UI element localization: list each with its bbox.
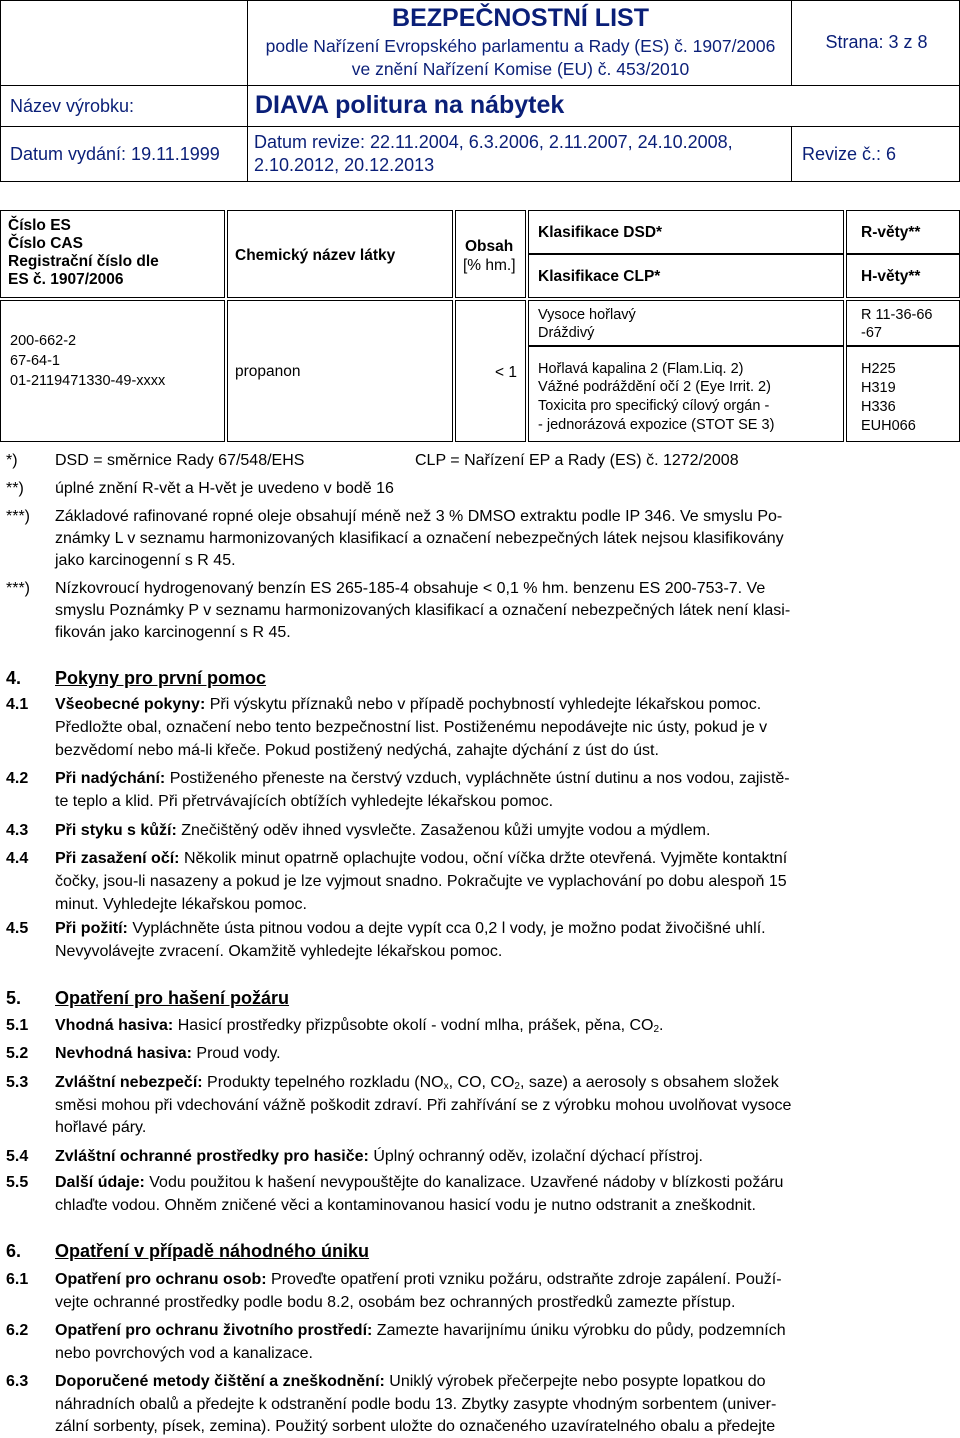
item-number: 4.1 bbox=[6, 696, 29, 713]
item-first-line bbox=[55, 1322, 786, 1340]
footnote-line: Nízkovroucí hydrogenovaný benzín ES 265-185-4 obsahuje < 0,1 % hm. benzenu ES 200-753-7. Ve bbox=[55, 580, 766, 597]
item-text: Proveďte opatření proti vzniku požáru, odstraňte zdroje zapálení. Použí- bbox=[271, 1271, 782, 1288]
issue-date-cell bbox=[0, 126, 248, 182]
item-label: Při požití: bbox=[55, 920, 128, 937]
page-number-cell bbox=[791, 0, 960, 86]
content-header-line: Obsah bbox=[465, 238, 514, 255]
col-ids-header bbox=[0, 210, 225, 298]
item-line: minut. Vyhledejte lékařskou pomoc. bbox=[55, 896, 307, 913]
product-label-cell bbox=[0, 85, 248, 127]
item-text: Hasicí prostředky přizpůsobte okolí - vodní mlha, prášek, pěna, CO bbox=[177, 1017, 654, 1034]
item-text: Postiženého přeneste na čerstvý vzduch, vypláchněte ústní dutinu a nos vodou, zajistě- bbox=[169, 770, 790, 787]
item-number: 4.3 bbox=[6, 822, 29, 839]
ids-header-line: Číslo CAS bbox=[8, 235, 83, 252]
item-number: 4.4 bbox=[6, 850, 29, 867]
row-content-value: < 1 bbox=[495, 364, 517, 381]
revision-number: Revize č.: 6 bbox=[802, 144, 897, 164]
row-ids-cell bbox=[0, 300, 225, 442]
item-label: Při zasažení očí: bbox=[55, 850, 180, 867]
item-number: 6.1 bbox=[6, 1271, 29, 1288]
item-first-line bbox=[55, 1148, 703, 1166]
section-title-text: Opatření pro hašení požáru bbox=[55, 988, 290, 1008]
composition-table bbox=[0, 210, 960, 442]
header-blank-cell bbox=[0, 0, 248, 86]
item-label: Opatření pro ochranu osob: bbox=[55, 1271, 267, 1288]
r-header: R-věty** bbox=[861, 224, 921, 241]
item-text: , CO, CO bbox=[448, 1074, 515, 1091]
item-text: Zamezte havarijnímu úniku výrobku do půdy, podzemních bbox=[376, 1322, 786, 1339]
footnote-line: Základové rafinované ropné oleje obsahují méně než 3 % DMSO extraktu podle IP 346. Ve smyslu Po- bbox=[55, 508, 783, 525]
item-label: Při styku s kůží: bbox=[55, 822, 177, 839]
item-label: Další údaje: bbox=[55, 1174, 145, 1191]
row-r-cell bbox=[846, 300, 960, 346]
h-phrase: H319 bbox=[861, 380, 896, 396]
row-content-cell bbox=[455, 300, 526, 442]
col-dsd-header bbox=[528, 210, 844, 254]
item-line: hořlavé páry. bbox=[55, 1119, 147, 1136]
subscript: x bbox=[443, 1081, 449, 1092]
h-phrase: H225 bbox=[861, 361, 896, 377]
clp-class: Hořlavá kapalina 2 (Flam.Liq. 2) bbox=[538, 361, 744, 377]
item-text: Proud vody. bbox=[196, 1045, 281, 1062]
item-label: Všeobecné pokyny: bbox=[55, 696, 206, 713]
item-line: nebo povrchových vod a kanalizace. bbox=[55, 1345, 313, 1362]
ids-header-line: Registrační číslo dle bbox=[8, 253, 159, 270]
item-label: Opatření pro ochranu životního prostředí: bbox=[55, 1322, 373, 1339]
item-line: směsi mohou při vdechování vážně poškodit zdraví. Při zahřívání se z výrobku mohou uvolňovat vysoce bbox=[55, 1097, 792, 1114]
product-name-cell bbox=[247, 85, 960, 127]
item-first-line bbox=[55, 920, 766, 938]
item-number: 4.5 bbox=[6, 920, 29, 937]
row-substance-name: propanon bbox=[235, 363, 301, 380]
item-first-line bbox=[55, 1373, 766, 1391]
clp-class: Vážné podráždění očí 2 (Eye Irrit. 2) bbox=[538, 379, 771, 395]
dsd-header: Klasifikace DSD* bbox=[538, 224, 663, 241]
item-text: Vodu použitou k hašení nevypouštějte do kanalizace. Uzavřené nádoby v blízkosti požáru bbox=[149, 1174, 784, 1191]
section-title bbox=[55, 668, 266, 689]
footnote-line: fikován jako karcinogenní s R 45. bbox=[55, 624, 291, 641]
product-label: Název výrobku: bbox=[10, 96, 135, 116]
section-title-text: Opatření v případě náhodného úniku bbox=[55, 1241, 370, 1261]
h-header: H-věty** bbox=[861, 268, 921, 285]
revision-dates-line-2: 2.10.2012, 20.12.2013 bbox=[254, 155, 435, 175]
page-number: Strana: 3 z 8 bbox=[825, 32, 928, 52]
item-label: Nevhodná hasiva: bbox=[55, 1045, 192, 1062]
footnote-mark: **) bbox=[6, 480, 24, 497]
clp-class: Toxicita pro specifický cílový orgán - bbox=[538, 398, 770, 414]
footnote-line: smyslu Poznámky P v seznamu harmonizovaných klasifikací a označení nebezpečných látek není klasi- bbox=[55, 602, 791, 619]
item-line: te teplo a klid. Při přetrvávajících obtížích vyhledejte lékařskou pomoc. bbox=[55, 793, 554, 810]
r-phrase: -67 bbox=[861, 325, 882, 341]
revision-dates-cell bbox=[247, 126, 792, 182]
item-line: Nevyvolávejte zvracení. Okamžitě vyhledejte lékařskou pomoc. bbox=[55, 943, 503, 960]
item-first-line bbox=[55, 1174, 783, 1192]
clp-class: - jednorázová expozice (STOT SE 3) bbox=[538, 417, 775, 433]
item-number: 5.2 bbox=[6, 1045, 29, 1062]
item-label: Vhodná hasiva: bbox=[55, 1017, 174, 1034]
item-number: 6.2 bbox=[6, 1322, 29, 1339]
item-first-line bbox=[55, 770, 790, 788]
item-number: 5.5 bbox=[6, 1174, 29, 1191]
row-name-cell bbox=[227, 300, 453, 442]
item-first-line bbox=[55, 1017, 664, 1039]
footnote-phrases: úplné znění R-vět a H-vět je uvedeno v bodě 16 bbox=[55, 480, 394, 497]
item-first-line bbox=[55, 822, 710, 840]
item-label: Zvláštní nebezpečí: bbox=[55, 1074, 203, 1091]
item-text: Znečištěný oděv ihned vysvlečte. Zasaženou kůži umyjte vodou a mýdlem. bbox=[181, 822, 711, 839]
r-phrase: R 11-36-66 bbox=[861, 307, 933, 323]
h-phrase: H336 bbox=[861, 399, 896, 415]
footnote-mark: *) bbox=[6, 452, 18, 469]
item-line: chlaďte vodou. Ohněm zničené věci a kontaminovanou hasicí vodu je nutno odstranit a zneškodnit. bbox=[55, 1197, 756, 1214]
content-header-line: [% hm.] bbox=[463, 257, 516, 274]
section-number: 6. bbox=[6, 1241, 22, 1261]
dsd-class: Dráždivý bbox=[538, 325, 595, 341]
revision-number-cell bbox=[791, 126, 960, 182]
row-id: 67-64-1 bbox=[10, 353, 60, 369]
name-header: Chemický název látky bbox=[235, 247, 396, 264]
subscript: 2 bbox=[514, 1081, 520, 1092]
section-title-text: Pokyny pro první pomoc bbox=[55, 668, 267, 688]
item-text: Úplný ochranný oděv, izolační dýchací přístroj. bbox=[373, 1148, 703, 1165]
item-label: Doporučené metody čištění a zneškodnění: bbox=[55, 1373, 385, 1390]
footnote-mark: ***) bbox=[6, 508, 31, 525]
item-number: 5.1 bbox=[6, 1017, 29, 1034]
col-name-header bbox=[227, 210, 453, 298]
col-h-header bbox=[846, 254, 960, 298]
item-line: vejte ochranné prostředky podle bodu 8.2, osobám bez ochranných prostředků zamezte přístup. bbox=[55, 1294, 736, 1311]
regulation-line-2: ve znění Nařízení Komise (EU) č. 453/2010 bbox=[351, 59, 690, 79]
row-dsd-cell bbox=[528, 300, 844, 346]
row-id: 01-2119471330-49-xxxx bbox=[10, 373, 166, 389]
footnote-line: známky L v seznamu harmonizovaných klasifikací a označení nebezpečných látek nejsou klasifikovány bbox=[55, 530, 784, 547]
row-clp-cell bbox=[528, 346, 844, 442]
product-name: DIAVA politura na nábytek bbox=[255, 91, 565, 119]
row-h-cell bbox=[846, 346, 960, 442]
ids-header-line: Číslo ES bbox=[8, 217, 71, 234]
item-line: bezvědomí nebo má-li křeče. Pokud postižený nedýchá, zahajte dýchání z úst do úst. bbox=[55, 742, 659, 759]
col-clp-header bbox=[528, 254, 844, 298]
item-number: 5.4 bbox=[6, 1148, 29, 1165]
item-text: Vypláchněte ústa pitnou vodou a dejte vypít cca 0,2 l vody, je možno podat živočišné uhlí. bbox=[132, 920, 766, 937]
footnote-line: jako karcinogenní s R 45. bbox=[55, 552, 236, 569]
item-number: 6.3 bbox=[6, 1373, 29, 1390]
item-line: Předložte obal, označení nebo tento bezpečnostní list. Postiženému nepodávejte nic ústy, pokud je v bbox=[55, 719, 768, 736]
col-r-header bbox=[846, 210, 960, 254]
h-phrase: EUH066 bbox=[861, 418, 916, 434]
item-label: Zvláštní ochranné prostředky pro hasiče: bbox=[55, 1148, 369, 1165]
dsd-class: Vysoce hořlavý bbox=[538, 307, 636, 323]
item-first-line bbox=[55, 850, 787, 868]
item-text: Při výskytu příznaků nebo v případě pochybností vyhledejte lékařskou pomoc. bbox=[209, 696, 762, 713]
item-text: Uniklý výrobek přečerpejte nebo posypte lopatkou do bbox=[389, 1373, 766, 1390]
issue-date: Datum vydání: 19.11.1999 bbox=[10, 144, 220, 164]
section-title bbox=[55, 1241, 369, 1262]
footnote-clp: CLP = Nařízení EP a Rady (ES) č. 1272/2008 bbox=[415, 452, 739, 469]
subscript: 2 bbox=[653, 1024, 660, 1035]
document-title: BEZPEČNOSTNÍ LIST bbox=[392, 4, 649, 32]
item-first-line bbox=[55, 696, 761, 714]
item-first-line bbox=[55, 1271, 782, 1289]
item-line: čočky, jsou-li nasazeny a pokud je lze vyjmout snadno. Pokračujte ve vyplachování po dobu alespoň 15 bbox=[55, 873, 787, 890]
item-text: , saze) a aerosoly s obsahem složek bbox=[519, 1074, 779, 1091]
section-number: 4. bbox=[6, 668, 22, 688]
item-label: Při nadýchání: bbox=[55, 770, 166, 787]
regulation-line-1: podle Nařízení Evropského parlamentu a Rady (ES) č. 1907/2006 bbox=[265, 36, 776, 56]
item-first-line bbox=[55, 1074, 779, 1096]
item-number: 4.2 bbox=[6, 770, 29, 787]
section-number: 5. bbox=[6, 988, 22, 1008]
item-text: Produkty tepelného rozkladu (NO bbox=[207, 1074, 444, 1091]
clp-header: Klasifikace CLP* bbox=[538, 268, 661, 285]
footnote-dsd: DSD = směrnice Rady 67/548/EHS bbox=[55, 452, 305, 469]
item-line: náhradních obalů a předejte k odstranění podle bodu 13. Zbytky zasypte vhodným sorbentem (univer- bbox=[55, 1396, 777, 1413]
item-text-end: . bbox=[659, 1017, 664, 1034]
item-number: 5.3 bbox=[6, 1074, 29, 1091]
revision-dates-line-1: Datum revize: 22.11.2004, 6.3.2006, 2.11.2007, 24.10.2008, bbox=[254, 132, 733, 152]
item-line: zální sorbenty, písek, zemina). Použitý sorbent uložte do označeného uzavíratelného obalu a předejte bbox=[55, 1418, 776, 1435]
row-id: 200-662-2 bbox=[10, 333, 77, 349]
ids-header-line: ES č. 1907/2006 bbox=[8, 271, 124, 288]
footnote-mark: ***) bbox=[6, 580, 31, 597]
item-text: Několik minut opatrně oplachujte vodou, oční víčka držte otevřená. Vyjměte kontaktní bbox=[183, 850, 788, 867]
document-header bbox=[0, 0, 960, 182]
header-title-cell bbox=[247, 0, 792, 86]
col-content-header bbox=[455, 210, 526, 298]
section-title bbox=[55, 988, 289, 1009]
item-first-line bbox=[55, 1045, 281, 1063]
